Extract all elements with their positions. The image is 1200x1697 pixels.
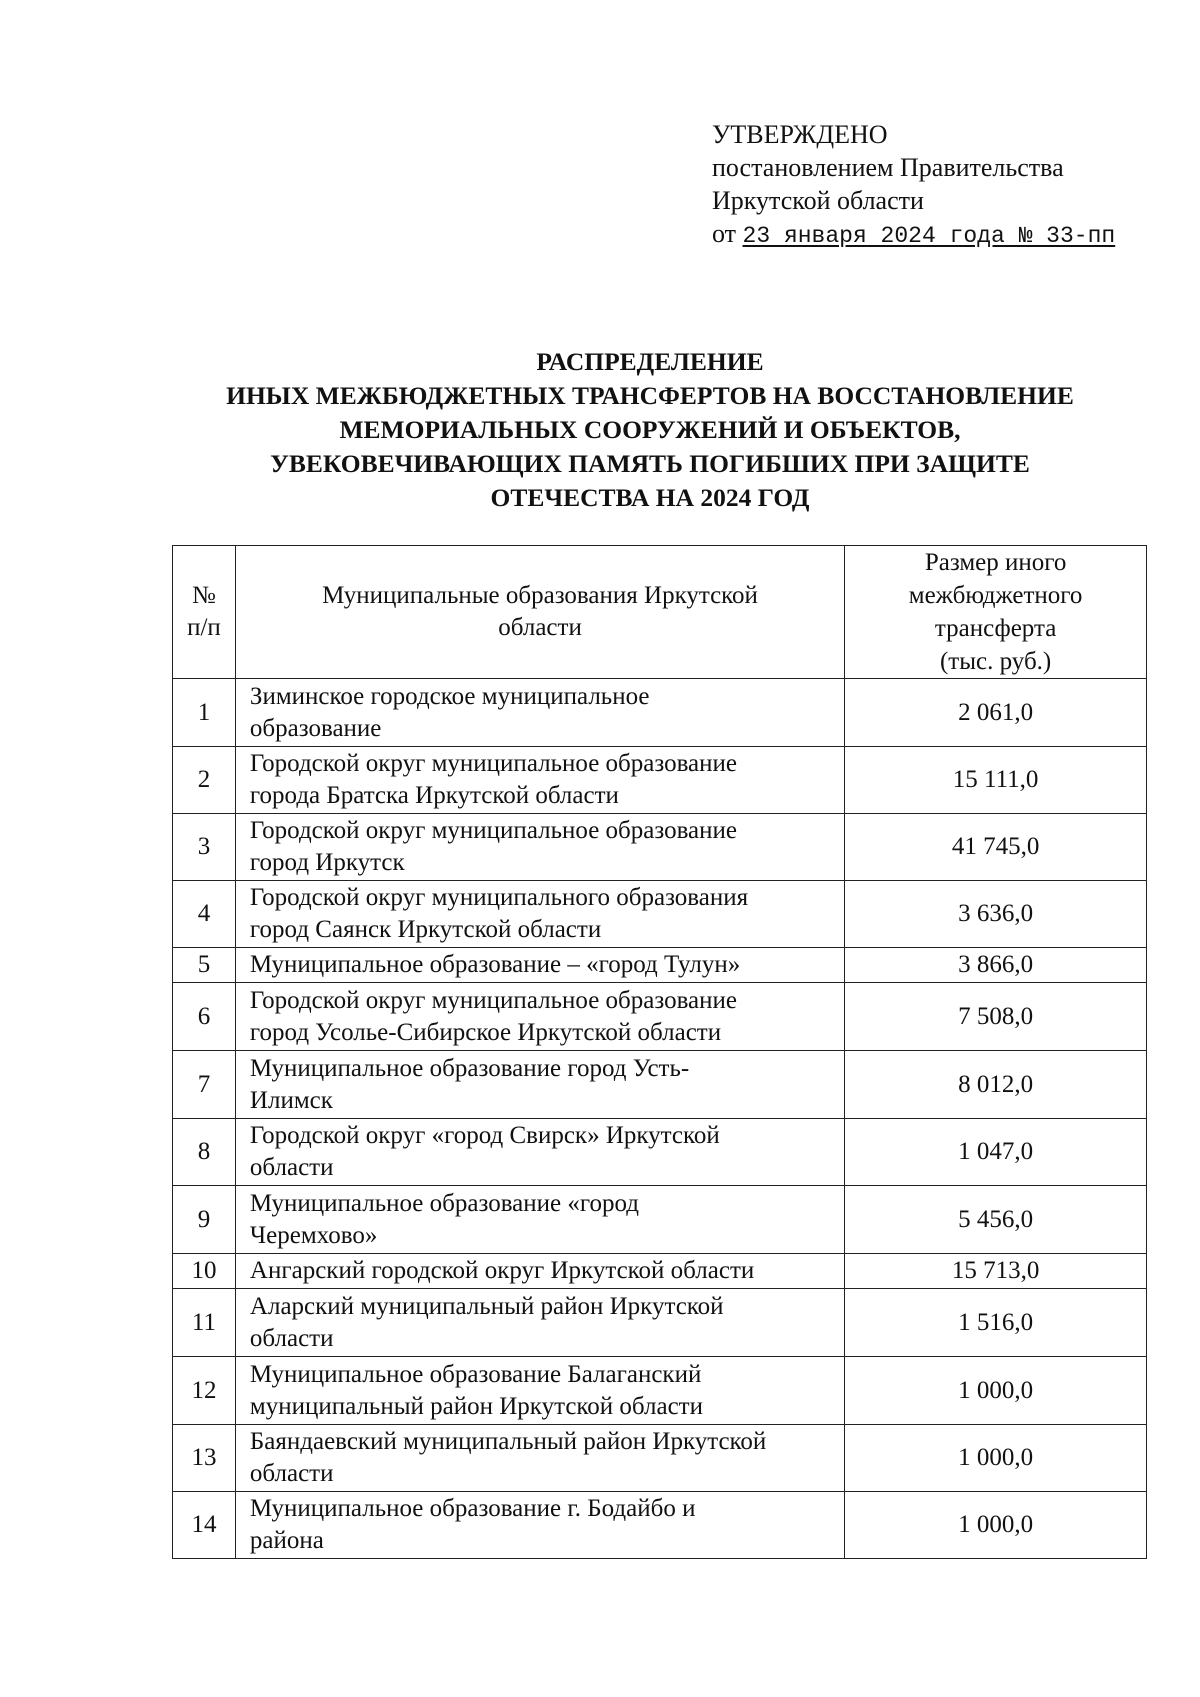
row-municipality-line-2: город Усолье-Сибирское Иркутской области (249, 1018, 722, 1046)
title-line-3: МЕМОРИАЛЬНЫХ СООРУЖЕНИЙ И ОБЪЕКТОВ, (339, 415, 961, 444)
table-row (173, 814, 1147, 881)
table-row (173, 948, 1147, 983)
row-amount: 3 636,0 (845, 881, 1147, 948)
row-municipality-line-2: области (249, 1324, 334, 1352)
table-row (173, 1357, 1147, 1425)
document-title (150, 345, 1150, 515)
row-municipality-line-1: Ангарский городской округ Иркутской области (249, 1257, 755, 1284)
row-amount: 1 516,0 (845, 1289, 1147, 1357)
transfers-table (172, 545, 1147, 1559)
row-number: 5 (173, 948, 236, 983)
header-number (173, 546, 236, 679)
row-amount: 41 745,0 (845, 814, 1147, 881)
title-line-1: РАСПРЕДЕЛЕНИЕ (536, 347, 764, 376)
row-municipality (235, 1425, 844, 1492)
row-number: 12 (173, 1357, 236, 1425)
row-number: 10 (173, 1254, 236, 1289)
row-municipality-line-1: Городской округ муниципальное образование (249, 986, 738, 1014)
row-municipality-line-1: Муниципальное образование город Усть- (249, 1054, 690, 1082)
row-number: 13 (173, 1425, 236, 1492)
row-amount: 8 012,0 (845, 1051, 1147, 1119)
title-line-5: ОТЕЧЕСТВА НА 2024 ГОД (490, 483, 810, 512)
header-number-line-1: № (192, 582, 216, 609)
approval-authority: постановлением Правительства (712, 153, 1064, 182)
row-municipality-line-2: города Братска Иркутской области (249, 782, 619, 809)
row-municipality-line-2: муниципальный район Иркутской области (249, 1392, 703, 1420)
row-municipality-line-1: Муниципальное образование Балаганский (249, 1360, 702, 1388)
row-municipality (235, 1119, 844, 1186)
header-amount-line-2: межбюджетного (908, 582, 1083, 609)
row-municipality (235, 1289, 844, 1357)
row-municipality (235, 679, 844, 747)
header-amount-line-4: (тыс. руб.) (939, 648, 1052, 675)
row-number: 8 (173, 1119, 236, 1186)
table-row (173, 747, 1147, 814)
row-municipality (235, 948, 844, 983)
row-municipality (235, 881, 844, 948)
header-municipality-line-2: области (498, 614, 582, 641)
row-municipality-line-2: района (249, 1527, 324, 1554)
approval-date-prefix: от (712, 219, 743, 248)
approval-region: Иркутской области (712, 186, 924, 215)
row-municipality-line-1: Городской округ муниципальное образование (249, 750, 738, 777)
row-amount: 15 713,0 (845, 1254, 1147, 1289)
row-municipality-line-2: город Саянск Иркутской области (249, 916, 602, 943)
row-amount: 3 866,0 (845, 948, 1147, 983)
row-municipality-line-2: Черемхово» (249, 1221, 378, 1249)
row-municipality (235, 1254, 844, 1289)
row-municipality-line-1: Зиминское городское муниципальное (249, 682, 650, 710)
row-number: 2 (173, 747, 236, 814)
row-amount: 1 000,0 (845, 1492, 1147, 1559)
row-number: 14 (173, 1492, 236, 1559)
row-municipality-line-1: Городской округ «город Свирск» Иркутской (249, 1122, 720, 1149)
row-number: 7 (173, 1051, 236, 1119)
row-amount: 15 111,0 (845, 747, 1147, 814)
row-municipality (235, 1492, 844, 1559)
table-row (173, 881, 1147, 948)
header-municipality-line-1: Муниципальные образования Иркутской (322, 582, 758, 609)
row-municipality-line-1: Муниципальное образование – «город Тулун» (249, 951, 741, 978)
table-row (173, 983, 1147, 1051)
table-row (173, 1254, 1147, 1289)
row-number: 9 (173, 1186, 236, 1254)
row-number: 6 (173, 983, 236, 1051)
header-amount-line-1: Размер иного (924, 549, 1067, 576)
row-number: 4 (173, 881, 236, 948)
header-municipality (235, 546, 844, 679)
row-amount: 1 000,0 (845, 1425, 1147, 1492)
table-row (173, 679, 1147, 747)
approval-date-line (712, 217, 1115, 253)
row-amount: 7 508,0 (845, 983, 1147, 1051)
row-municipality-line-1: Муниципальное образование «город (249, 1189, 639, 1217)
title-line-2: ИНЫХ МЕЖБЮДЖЕТНЫХ ТРАНСФЕРТОВ НА ВОССТАНОВЛЕНИЕ (226, 381, 1074, 410)
row-municipality (235, 1051, 844, 1119)
row-municipality (235, 1186, 844, 1254)
table-header-row (173, 546, 1147, 679)
header-amount (845, 546, 1147, 679)
table-row (173, 1119, 1147, 1186)
row-amount: 5 456,0 (845, 1186, 1147, 1254)
approval-stamp: УТВЕРЖДЕНО (712, 120, 888, 149)
row-municipality-line-1: Баяндаевский муниципальный район Иркутской (249, 1428, 767, 1455)
row-amount: 1 047,0 (845, 1119, 1147, 1186)
header-amount-line-3: трансферта (934, 615, 1057, 642)
approval-block (712, 118, 1115, 253)
row-municipality-line-2: город Иркутск (249, 849, 405, 876)
title-line-4: УВЕКОВЕЧИВАЮЩИХ ПАМЯТЬ ПОГИБШИХ ПРИ ЗАЩИТЕ (270, 449, 1030, 478)
table-row (173, 1051, 1147, 1119)
row-municipality-line-1: Городской округ муниципального образования (249, 884, 749, 911)
row-municipality (235, 983, 844, 1051)
row-municipality-line-1: Городской округ муниципальное образование (249, 817, 738, 844)
table-row (173, 1289, 1147, 1357)
row-municipality-line-2: Илимск (249, 1086, 333, 1114)
row-amount: 2 061,0 (845, 679, 1147, 747)
header-number-line-2: п/п (187, 614, 221, 641)
row-number: 1 (173, 679, 236, 747)
row-municipality-line-1: Муниципальное образование г. Бодайбо и (249, 1495, 696, 1522)
row-municipality-line-2: области (249, 1460, 334, 1487)
row-municipality-line-2: области (249, 1154, 334, 1181)
row-municipality (235, 747, 844, 814)
row-municipality-line-2: образование (249, 714, 382, 742)
row-municipality (235, 1357, 844, 1425)
row-amount: 1 000,0 (845, 1357, 1147, 1425)
row-municipality-line-1: Аларский муниципальный район Иркутской (249, 1292, 724, 1320)
row-municipality (235, 814, 844, 881)
table-row (173, 1492, 1147, 1559)
table-row (173, 1186, 1147, 1254)
row-number: 11 (173, 1289, 236, 1357)
approval-date: 23 января 2024 года № 33-пп (742, 223, 1116, 249)
row-number: 3 (173, 814, 236, 881)
table-body (173, 679, 1147, 1559)
table-row (173, 1425, 1147, 1492)
